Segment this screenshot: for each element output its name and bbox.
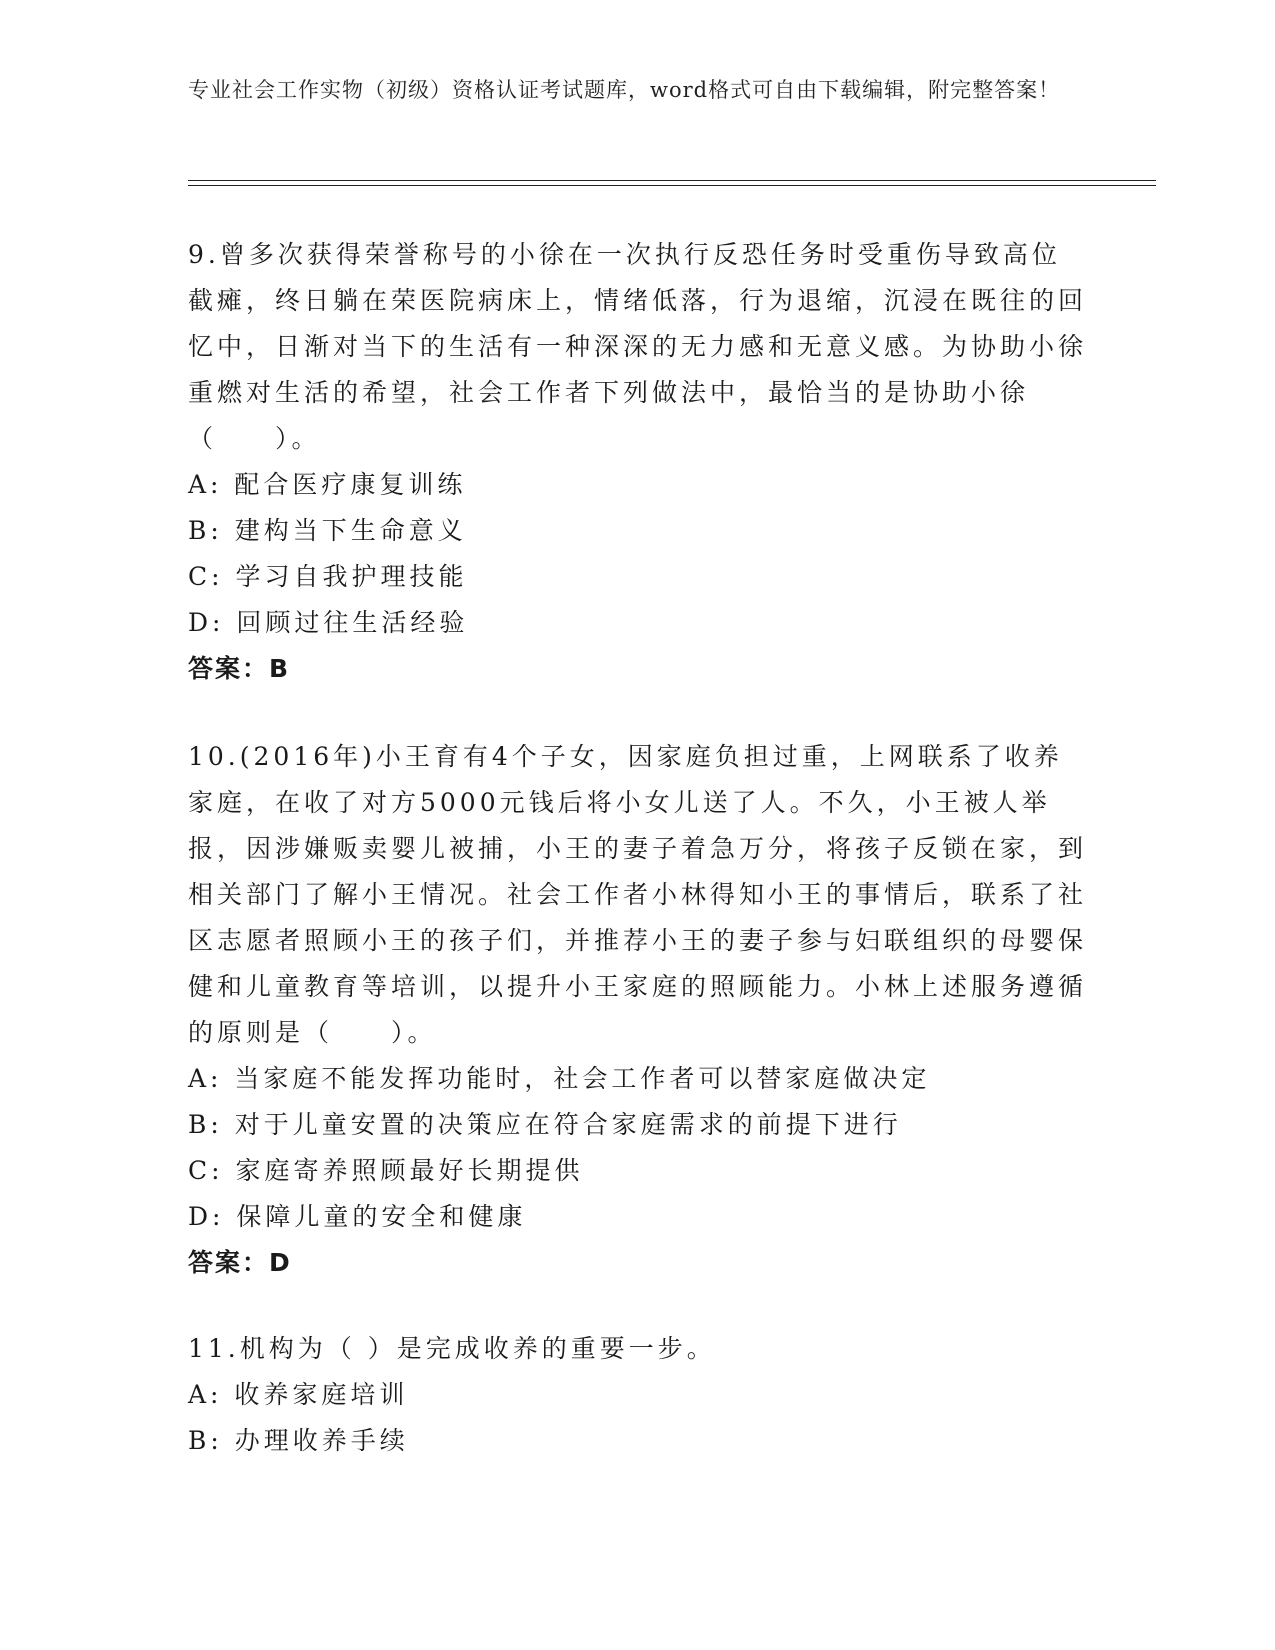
question-11 bbox=[188, 1326, 1088, 1464]
option-c: C: 家庭寄养照顾最好长期提供 bbox=[188, 1156, 584, 1185]
question-text: 10.(2016年)小王育有4个子女，因家庭负担过重，上网联系了收养家庭，在收了对方5000元钱后将小女儿送了人。不久，小王被人举报，因涉嫌贩卖婴儿被捕，小王的妻子着急万分，将孩子反锁在家，到相关部门了解小王情况。社会工作者小林得知小王的事情后，联系了社区志愿者照顾小王的孩子们，并推荐小王的妻子参与妇联组织的母婴保健和儿童教育等培训，以提升小王家庭的照顾能力。小林上述服务遵循的原则是（ ）。 bbox=[188, 742, 1088, 1047]
option-b: B: 建构当下生命意义 bbox=[188, 516, 467, 545]
option-b: B: 对于儿童安置的决策应在符合家庭需求的前提下进行 bbox=[188, 1110, 902, 1139]
question-text: 11.机构为（ ）是完成收养的重要一步。 bbox=[188, 1334, 716, 1363]
header-divider-bottom bbox=[188, 185, 1156, 186]
question-9 bbox=[188, 232, 1088, 692]
header-title: 专业社会工作实物（初级）资格认证考试题库，word格式可自由下载编辑，附完整答案！ bbox=[188, 78, 1061, 102]
option-a: A: 收养家庭培训 bbox=[188, 1380, 409, 1409]
answer: 答案：D bbox=[188, 1248, 292, 1277]
option-a: A: 当家庭不能发挥功能时，社会工作者可以替家庭做决定 bbox=[188, 1064, 931, 1093]
answer: 答案：B bbox=[188, 654, 291, 683]
question-text: 9.曾多次获得荣誉称号的小徐在一次执行反恐任务时受重伤导致高位截瘫，终日躺在荣医院病床上，情绪低落，行为退缩，沉浸在既往的回忆中，日渐对当下的生活有一种深深的无力感和无意义感。为协助小徐重燃对生活的希望，社会工作者下列做法中，最恰当的是协助小徐（ ）。 bbox=[188, 240, 1088, 453]
document-header bbox=[188, 72, 1068, 109]
option-b: B: 办理收养手续 bbox=[188, 1426, 409, 1455]
option-a: A: 配合医疗康复训练 bbox=[188, 470, 467, 499]
header-divider-top bbox=[188, 180, 1156, 181]
question-10 bbox=[188, 734, 1088, 1286]
option-d: D: 保障儿童的安全和健康 bbox=[188, 1202, 527, 1231]
option-d: D: 回顾过往生活经验 bbox=[188, 608, 469, 637]
option-c: C: 学习自我护理技能 bbox=[188, 562, 468, 591]
